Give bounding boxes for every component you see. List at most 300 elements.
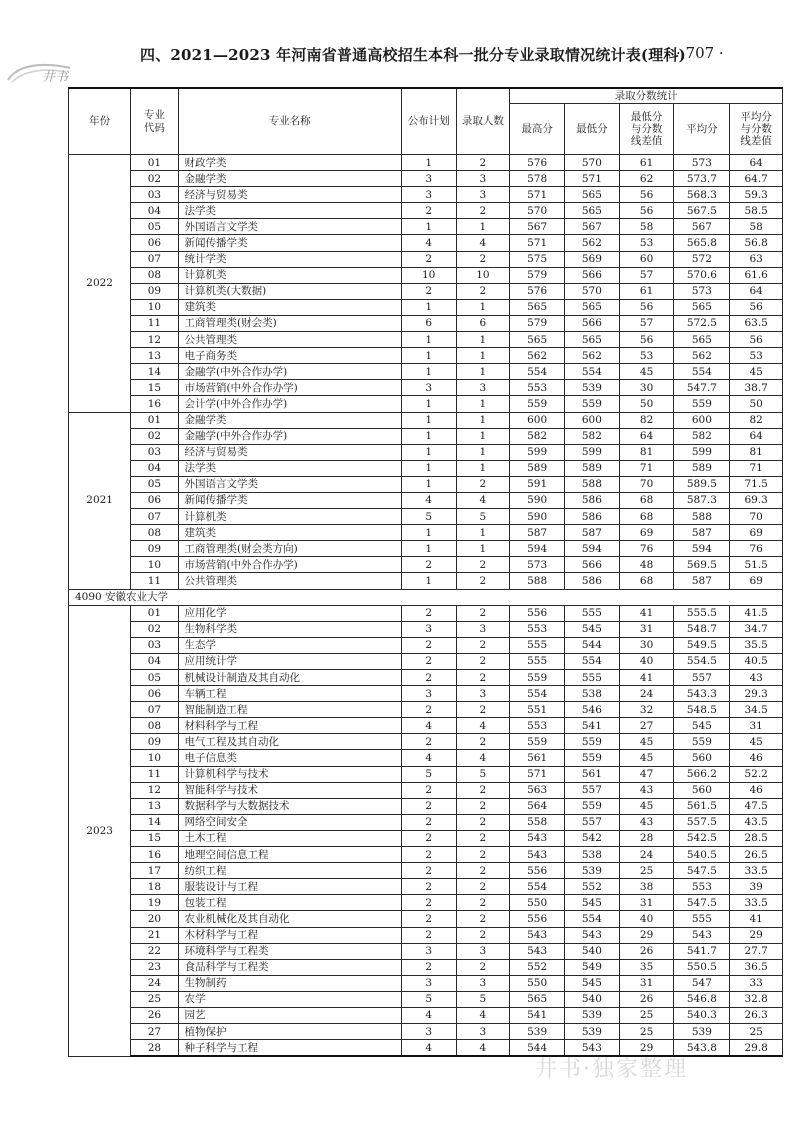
cell-plan: 1 — [401, 219, 456, 235]
table-row — [69, 283, 783, 299]
cell-admit: 1 — [456, 332, 510, 348]
cell-major: 经济与贸易类 — [178, 187, 401, 203]
cell-admit: 1 — [456, 444, 510, 460]
cell-max: 555 — [510, 653, 565, 669]
cell-avg: 554 — [674, 364, 730, 380]
cell-avg: 559 — [674, 396, 730, 412]
table-row — [69, 460, 783, 476]
cell-major: 农业机械化及其自动化 — [178, 911, 401, 927]
cell-plan: 2 — [401, 911, 456, 927]
cell-min: 566 — [564, 267, 619, 283]
cell-avg-diff: 56.8 — [730, 235, 783, 251]
cell-code: 02 — [131, 428, 178, 444]
cell-min-diff: 27 — [619, 718, 674, 734]
cell-major: 公共管理类 — [178, 573, 401, 589]
cell-min: 567 — [564, 219, 619, 235]
cell-avg-diff: 38.7 — [730, 380, 783, 396]
cell-min: 566 — [564, 557, 619, 573]
cell-min: 554 — [564, 364, 619, 380]
cell-plan: 10 — [401, 267, 456, 283]
cell-code: 28 — [131, 1040, 178, 1057]
header-plan: 公布计划 — [401, 88, 456, 155]
cell-avg: 541.7 — [674, 943, 730, 959]
cell-min: 559 — [564, 396, 619, 412]
cell-max: 543 — [510, 943, 565, 959]
cell-major: 车辆工程 — [178, 686, 401, 702]
cell-min: 555 — [564, 670, 619, 686]
cell-major: 金融学类 — [178, 412, 401, 428]
cell-major: 植物保护 — [178, 1024, 401, 1040]
cell-min-diff: 61 — [619, 155, 674, 171]
cell-plan: 1 — [401, 573, 456, 589]
cell-min-diff: 43 — [619, 814, 674, 830]
table-row — [69, 863, 783, 879]
cell-admit: 2 — [456, 557, 510, 573]
cell-code: 11 — [131, 573, 178, 589]
cell-code: 26 — [131, 1007, 178, 1023]
cell-plan: 1 — [401, 299, 456, 315]
cell-min-diff: 45 — [619, 734, 674, 750]
table-row — [69, 509, 783, 525]
cell-min-diff: 62 — [619, 171, 674, 187]
cell-admit: 2 — [456, 637, 510, 653]
cell-avg: 548.5 — [674, 702, 730, 718]
cell-max: 559 — [510, 396, 565, 412]
cell-avg: 553 — [674, 879, 730, 895]
cell-admit: 3 — [456, 975, 510, 991]
cell-major: 金融学(中外合作办学) — [178, 364, 401, 380]
cell-admit: 2 — [456, 251, 510, 267]
cell-min: 539 — [564, 863, 619, 879]
cell-major: 金融学类 — [178, 171, 401, 187]
cell-max: 561 — [510, 750, 565, 766]
year-cell: 2023 — [69, 605, 131, 1056]
header-score-group: 录取分数统计 — [510, 88, 783, 104]
cell-min-diff: 24 — [619, 847, 674, 863]
cell-admit: 4 — [456, 718, 510, 734]
table-row — [69, 171, 783, 187]
cell-major: 工商管理类(财会类方向) — [178, 541, 401, 557]
cell-min-diff: 82 — [619, 412, 674, 428]
cell-plan: 2 — [401, 734, 456, 750]
cell-min-diff: 57 — [619, 267, 674, 283]
cell-min: 561 — [564, 766, 619, 782]
cell-min: 586 — [564, 492, 619, 508]
cell-major: 计算机类(大数据) — [178, 283, 401, 299]
cell-avg-diff: 26.3 — [730, 1007, 783, 1023]
cell-admit: 4 — [456, 1040, 510, 1057]
cell-avg-diff: 25 — [730, 1024, 783, 1040]
cell-avg-diff: 61.6 — [730, 267, 783, 283]
cell-max: 554 — [510, 364, 565, 380]
table-row — [69, 702, 783, 718]
cell-major: 食品科学与工程类 — [178, 959, 401, 975]
year-cell: 2022 — [69, 155, 131, 413]
cell-min: 566 — [564, 315, 619, 331]
cell-plan: 2 — [401, 557, 456, 573]
cell-avg-diff: 40.5 — [730, 653, 783, 669]
cell-avg: 600 — [674, 412, 730, 428]
cell-code: 13 — [131, 798, 178, 814]
cell-plan: 5 — [401, 766, 456, 782]
table-row — [69, 396, 783, 412]
header-name: 专业名称 — [178, 88, 401, 155]
cell-admit: 3 — [456, 171, 510, 187]
cell-major: 应用统计学 — [178, 653, 401, 669]
cell-code: 08 — [131, 525, 178, 541]
cell-avg-diff: 29 — [730, 927, 783, 943]
cell-min-diff: 47 — [619, 766, 674, 782]
cell-max: 554 — [510, 686, 565, 702]
cell-avg-diff: 47.5 — [730, 798, 783, 814]
table-row — [69, 573, 783, 589]
cell-min: 541 — [564, 718, 619, 734]
cell-major: 工商管理类(财会类) — [178, 315, 401, 331]
cell-avg-diff: 58.5 — [730, 203, 783, 219]
cell-min-diff: 31 — [619, 975, 674, 991]
cell-code: 21 — [131, 927, 178, 943]
cell-min-diff: 40 — [619, 911, 674, 927]
cell-plan: 1 — [401, 412, 456, 428]
cell-max: 543 — [510, 830, 565, 846]
cell-max: 563 — [510, 782, 565, 798]
cell-admit: 2 — [456, 911, 510, 927]
table-row — [69, 686, 783, 702]
cell-code: 05 — [131, 476, 178, 492]
table-row — [69, 605, 783, 621]
cell-code: 01 — [131, 155, 178, 171]
cell-avg-diff: 39 — [730, 879, 783, 895]
cell-code: 16 — [131, 847, 178, 863]
cell-avg: 599 — [674, 444, 730, 460]
cell-min-diff: 69 — [619, 525, 674, 541]
cell-major: 电子商务类 — [178, 348, 401, 364]
cell-max: 579 — [510, 267, 565, 283]
cell-avg: 542.5 — [674, 830, 730, 846]
cell-avg: 547.7 — [674, 380, 730, 396]
cell-avg: 573 — [674, 155, 730, 171]
cell-min-diff: 25 — [619, 863, 674, 879]
cell-min: 582 — [564, 428, 619, 444]
cell-admit: 4 — [456, 235, 510, 251]
cell-admit: 2 — [456, 798, 510, 814]
cell-max: 599 — [510, 444, 565, 460]
header-avg: 平均分 — [674, 104, 730, 155]
cell-avg: 559 — [674, 734, 730, 750]
cell-min-diff: 40 — [619, 653, 674, 669]
cell-min: 545 — [564, 895, 619, 911]
cell-major: 计算机类 — [178, 267, 401, 283]
cell-min: 542 — [564, 830, 619, 846]
cell-code: 04 — [131, 203, 178, 219]
cell-code: 17 — [131, 863, 178, 879]
cell-admit: 4 — [456, 492, 510, 508]
cell-avg-diff: 56 — [730, 332, 783, 348]
table-row — [69, 380, 783, 396]
cell-major: 法学类 — [178, 203, 401, 219]
cell-min: 562 — [564, 235, 619, 251]
cell-avg-diff: 43.5 — [730, 814, 783, 830]
cell-min-diff: 25 — [619, 1007, 674, 1023]
header-max: 最高分 — [510, 104, 565, 155]
cell-min: 549 — [564, 959, 619, 975]
cell-plan: 2 — [401, 251, 456, 267]
cell-code: 27 — [131, 1024, 178, 1040]
cell-major: 园艺 — [178, 1007, 401, 1023]
cell-plan: 4 — [401, 1040, 456, 1057]
table-row — [69, 203, 783, 219]
cell-major: 法学类 — [178, 460, 401, 476]
cell-code: 12 — [131, 782, 178, 798]
table-row — [69, 718, 783, 734]
cell-admit: 2 — [456, 670, 510, 686]
cell-admit: 2 — [456, 814, 510, 830]
cell-admit: 3 — [456, 1024, 510, 1040]
table-row — [69, 1007, 783, 1023]
cell-major: 包装工程 — [178, 895, 401, 911]
cell-avg-diff: 32.8 — [730, 991, 783, 1007]
cell-min-diff: 58 — [619, 219, 674, 235]
table-row — [69, 670, 783, 686]
cell-admit: 2 — [456, 734, 510, 750]
cell-min: 571 — [564, 171, 619, 187]
cell-major: 建筑类 — [178, 299, 401, 315]
cell-code: 12 — [131, 332, 178, 348]
cell-min: 589 — [564, 460, 619, 476]
table-row — [69, 766, 783, 782]
cell-avg-diff: 50 — [730, 396, 783, 412]
cell-max: 600 — [510, 412, 565, 428]
cell-major: 会计学(中外合作办学) — [178, 396, 401, 412]
cell-min: 544 — [564, 637, 619, 653]
cell-avg-diff: 70 — [730, 509, 783, 525]
cell-admit: 2 — [456, 702, 510, 718]
cell-avg: 555.5 — [674, 605, 730, 621]
cell-avg-diff: 82 — [730, 412, 783, 428]
cell-major: 金融学(中外合作办学) — [178, 428, 401, 444]
cell-code: 24 — [131, 975, 178, 991]
cell-code: 25 — [131, 991, 178, 1007]
cell-avg-diff: 46 — [730, 782, 783, 798]
cell-min-diff: 68 — [619, 509, 674, 525]
cell-avg: 547.5 — [674, 863, 730, 879]
cell-avg: 567 — [674, 219, 730, 235]
cell-max: 571 — [510, 766, 565, 782]
page-header — [0, 40, 800, 70]
cell-code: 06 — [131, 492, 178, 508]
cell-major: 市场营销(中外合作办学) — [178, 557, 401, 573]
cell-admit: 2 — [456, 927, 510, 943]
cell-min-diff: 50 — [619, 396, 674, 412]
cell-code: 06 — [131, 686, 178, 702]
cell-min-diff: 28 — [619, 830, 674, 846]
cell-max: 550 — [510, 975, 565, 991]
cell-major: 电子信息类 — [178, 750, 401, 766]
table-row — [69, 653, 783, 669]
cell-min-diff: 31 — [619, 895, 674, 911]
cell-plan: 4 — [401, 235, 456, 251]
cell-avg: 594 — [674, 541, 730, 557]
cell-max: 556 — [510, 911, 565, 927]
cell-max: 589 — [510, 460, 565, 476]
cell-admit: 10 — [456, 267, 510, 283]
cell-admit: 5 — [456, 766, 510, 782]
header-min-diff: 最低分与分数线差值 — [619, 104, 674, 155]
cell-code: 09 — [131, 541, 178, 557]
cell-min: 545 — [564, 975, 619, 991]
cell-avg: 565 — [674, 332, 730, 348]
cell-min-diff: 38 — [619, 879, 674, 895]
cell-min-diff: 81 — [619, 444, 674, 460]
watermark: 井书·独家整理 — [535, 1057, 688, 1082]
cell-min: 565 — [564, 187, 619, 203]
cell-min-diff: 26 — [619, 943, 674, 959]
cell-avg: 569.5 — [674, 557, 730, 573]
cell-max: 590 — [510, 509, 565, 525]
cell-avg: 546.8 — [674, 991, 730, 1007]
cell-plan: 1 — [401, 364, 456, 380]
cell-admit: 3 — [456, 621, 510, 637]
cell-min: 570 — [564, 283, 619, 299]
cell-plan: 2 — [401, 830, 456, 846]
cell-major: 应用化学 — [178, 605, 401, 621]
cell-code: 14 — [131, 814, 178, 830]
cell-code: 09 — [131, 734, 178, 750]
cell-min-diff: 43 — [619, 782, 674, 798]
cell-admit: 2 — [456, 203, 510, 219]
cell-min-diff: 56 — [619, 187, 674, 203]
cell-avg: 582 — [674, 428, 730, 444]
cell-max: 591 — [510, 476, 565, 492]
cell-min: 570 — [564, 155, 619, 171]
cell-admit: 2 — [456, 863, 510, 879]
cell-max: 553 — [510, 718, 565, 734]
cell-min: 539 — [564, 1007, 619, 1023]
cell-min-diff: 61 — [619, 283, 674, 299]
cell-avg: 545 — [674, 718, 730, 734]
cell-code: 10 — [131, 299, 178, 315]
cell-avg-diff: 71 — [730, 460, 783, 476]
cell-max: 559 — [510, 734, 565, 750]
cell-avg: 589.5 — [674, 476, 730, 492]
cell-plan: 3 — [401, 975, 456, 991]
cell-admit: 2 — [456, 653, 510, 669]
cell-admit: 3 — [456, 686, 510, 702]
cell-plan: 1 — [401, 428, 456, 444]
cell-avg-diff: 29.8 — [730, 1040, 783, 1057]
cell-admit: 3 — [456, 943, 510, 959]
cell-avg: 547 — [674, 975, 730, 991]
cell-avg-diff: 31 — [730, 718, 783, 734]
cell-avg-diff: 71.5 — [730, 476, 783, 492]
cell-avg: 589 — [674, 460, 730, 476]
cell-avg-diff: 36.5 — [730, 959, 783, 975]
cell-avg-diff: 33.5 — [730, 895, 783, 911]
cell-code: 03 — [131, 637, 178, 653]
cell-avg: 540.3 — [674, 1007, 730, 1023]
cell-plan: 2 — [401, 863, 456, 879]
cell-min: 540 — [564, 943, 619, 959]
cell-avg: 561.5 — [674, 798, 730, 814]
table-row — [69, 830, 783, 846]
cell-min-diff: 68 — [619, 492, 674, 508]
table-row — [69, 267, 783, 283]
cell-min: 539 — [564, 380, 619, 396]
cell-min: 555 — [564, 605, 619, 621]
cell-admit: 1 — [456, 348, 510, 364]
cell-avg: 562 — [674, 348, 730, 364]
cell-min-diff: 31 — [619, 621, 674, 637]
cell-code: 10 — [131, 750, 178, 766]
cell-min: 569 — [564, 251, 619, 267]
cell-plan: 1 — [401, 460, 456, 476]
cell-code: 09 — [131, 283, 178, 299]
cell-avg: 539 — [674, 1024, 730, 1040]
cell-major: 智能制造工程 — [178, 702, 401, 718]
table-row — [69, 927, 783, 943]
cell-plan: 4 — [401, 750, 456, 766]
cell-min: 539 — [564, 1024, 619, 1040]
table-row — [69, 879, 783, 895]
table-row — [69, 444, 783, 460]
cell-avg: 557.5 — [674, 814, 730, 830]
cell-avg-diff: 51.5 — [730, 557, 783, 573]
cell-min-diff: 53 — [619, 235, 674, 251]
cell-admit: 2 — [456, 155, 510, 171]
cell-avg-diff: 35.5 — [730, 637, 783, 653]
cell-max: 571 — [510, 235, 565, 251]
cell-min-diff: 56 — [619, 203, 674, 219]
cell-max: 554 — [510, 879, 565, 895]
cell-avg-diff: 41 — [730, 911, 783, 927]
cell-min-diff: 26 — [619, 991, 674, 1007]
cell-admit: 2 — [456, 830, 510, 846]
cell-avg-diff: 27.7 — [730, 943, 783, 959]
cell-max: 576 — [510, 155, 565, 171]
cell-plan: 2 — [401, 879, 456, 895]
cell-plan: 2 — [401, 203, 456, 219]
cell-plan: 1 — [401, 348, 456, 364]
cell-avg-diff: 76 — [730, 541, 783, 557]
cell-max: 551 — [510, 702, 565, 718]
cell-max: 594 — [510, 541, 565, 557]
cell-admit: 1 — [456, 525, 510, 541]
table-row — [69, 895, 783, 911]
cell-avg-diff: 45 — [730, 364, 783, 380]
cell-major: 机械设计制造及其自动化 — [178, 670, 401, 686]
cell-min-diff: 60 — [619, 251, 674, 267]
cell-avg-diff: 29.3 — [730, 686, 783, 702]
cell-code: 01 — [131, 412, 178, 428]
cell-admit: 2 — [456, 959, 510, 975]
page-title: 四、2021—2023 年河南省普通高校招生本科一批分专业录取情况统计表(理科) — [140, 46, 686, 64]
cell-code: 22 — [131, 943, 178, 959]
cell-min: 538 — [564, 847, 619, 863]
cell-min: 600 — [564, 412, 619, 428]
cell-major: 市场营销(中外合作办学) — [178, 380, 401, 396]
cell-avg: 587.3 — [674, 492, 730, 508]
cell-min-diff: 76 — [619, 541, 674, 557]
cell-min: 554 — [564, 653, 619, 669]
cell-avg: 587 — [674, 573, 730, 589]
cell-code: 23 — [131, 959, 178, 975]
cell-min: 588 — [564, 476, 619, 492]
cell-admit: 4 — [456, 750, 510, 766]
cell-major: 外国语言文学类 — [178, 219, 401, 235]
cell-max: 562 — [510, 348, 565, 364]
cell-avg-diff: 26.5 — [730, 847, 783, 863]
cell-avg-diff: 63.5 — [730, 315, 783, 331]
